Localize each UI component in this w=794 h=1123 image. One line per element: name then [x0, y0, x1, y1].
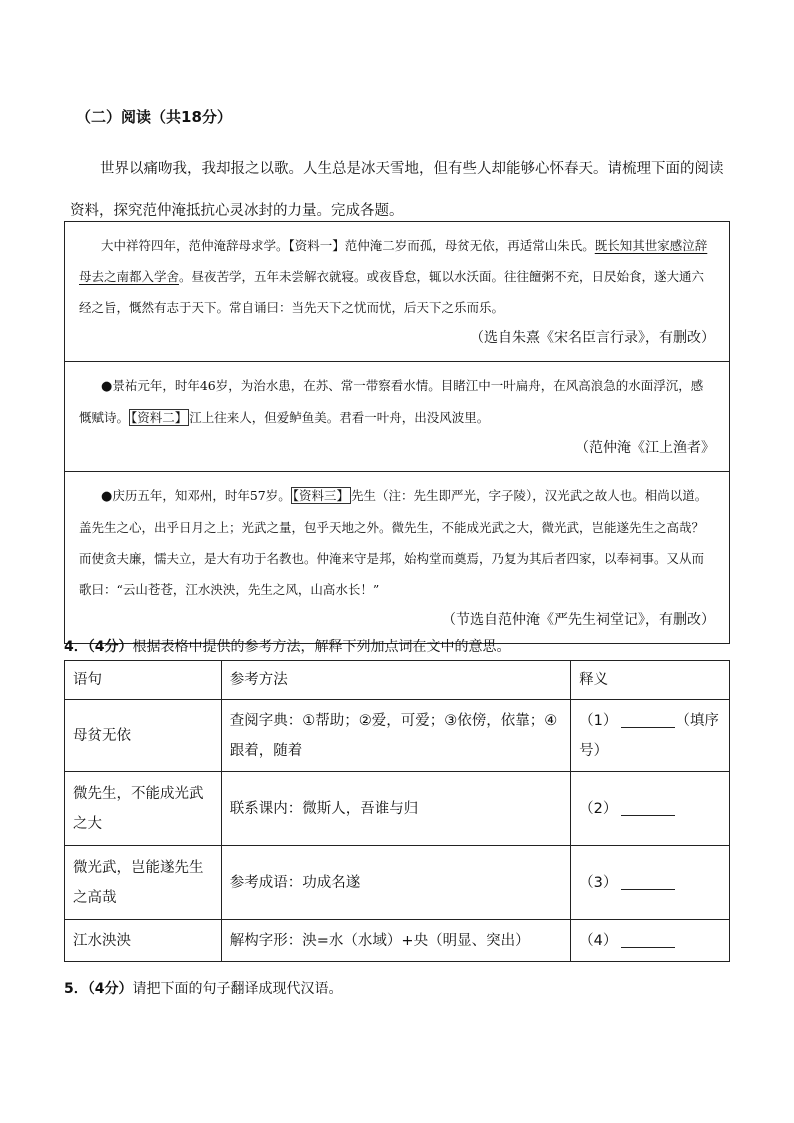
- material-2: [65, 361, 729, 471]
- row-method: 解构字形：泱=水（水域）+央（明显、突出）: [221, 920, 570, 962]
- table-row: [65, 700, 730, 772]
- materials-box: [64, 221, 730, 644]
- question-4: [64, 636, 511, 656]
- row-method: 参考成语：功成名遂: [221, 846, 570, 920]
- row-method: 查阅字典：①帮助；②爱，可爱；③依傍，依靠；④跟着，随着: [221, 700, 570, 772]
- question-4-score: （4分）: [87, 639, 133, 655]
- bullet-icon: ●: [101, 489, 113, 504]
- row-method: 联系课内：微斯人，吾谁与归: [221, 772, 570, 846]
- header-method: 参考方法: [221, 661, 570, 700]
- row-sentence: 微光武，岂能遂先生之高哉: [65, 846, 222, 920]
- material-1-text-b: 。昼夜苦学，五年未尝解衣就寝。或夜昏怠，辄以水沃面。往往饘粥不充，日昃始食，遂大通六经之旨，慨然有志于天下。常自诵曰：当先天下之忧而忧，后天下之乐而乐。: [79, 269, 705, 315]
- row-sentence: 微先生，不能成光武之大: [65, 772, 222, 846]
- material-1-underlined: 既长知其世家感泣辞母去之南都入学舍: [79, 238, 708, 284]
- material-3: [65, 471, 729, 643]
- row-answer: [571, 920, 730, 962]
- section-title: （二）阅读（共18分）: [76, 108, 232, 126]
- answer-blank[interactable]: [621, 714, 675, 728]
- row-answer: [571, 772, 730, 846]
- header-sentence: 语句: [65, 661, 222, 700]
- answer-table: [64, 660, 730, 962]
- row-answer: [571, 846, 730, 920]
- question-5-text: 请把下面的句子翻译成现代汉语。: [132, 981, 343, 997]
- material-1-source: （选自朱熹《宋名臣言行录》，有删改）: [470, 330, 715, 346]
- row-sentence: 母贫无依: [65, 700, 222, 772]
- answer-blank[interactable]: [621, 802, 675, 816]
- material-3-text-b: 先生（注：先生即严光，字子陵），汉光武之故人也。相尚以道。盖先生之心，出乎日月之上；光武之量，包乎天地之外。微先生，不能成光武之大，微光武，岂能遂先生之高哉？而使贪夫廉，懦夫立，是大有功于名教也。仲淹来守是邦，始构堂而奠焉，乃复为其后者四家，以奉祠事。又从而歌曰：“云山苍苍，江水泱泱，先生之风，山高水长！”: [79, 488, 708, 597]
- material-1: [65, 222, 729, 361]
- answer-suffix: （填序号）: [579, 712, 719, 759]
- material-2-text: [79, 370, 715, 433]
- material-3-label: 【资料三】: [292, 488, 350, 503]
- answer-label: （3）: [579, 874, 618, 891]
- question-4-number: 4．: [64, 639, 88, 655]
- table-row: [65, 772, 730, 846]
- question-4-text: 根据表格中提供的参考方法，解释下列加点词在文中的意思。: [132, 639, 511, 655]
- question-5: [64, 978, 343, 998]
- material-2-source: （范仲淹《江上渔者》: [575, 440, 715, 456]
- answer-label: （4）: [579, 932, 618, 949]
- material-1-text-a: 大中祥符四年，范仲淹辞母求学。【资料一】范仲淹二岁而孤，母贫无依，再适常山朱氏。: [101, 238, 595, 253]
- answer-label: （2）: [579, 800, 618, 817]
- question-5-score: （4分）: [87, 981, 133, 997]
- bullet-icon: ●: [101, 379, 113, 394]
- material-3-source: （节选自范仲淹《严先生祠堂记》，有删改）: [442, 612, 715, 628]
- answer-blank[interactable]: [621, 876, 675, 890]
- table-row: [65, 846, 730, 920]
- material-1-text: [79, 230, 715, 323]
- material-3-text-a: 庆历五年，知邓州，时年57岁。: [112, 488, 291, 503]
- header-meaning: 释义: [571, 661, 730, 700]
- material-2-label: 【资料二】: [131, 410, 188, 425]
- intro-paragraph: 世界以痛吻我，我却报之以歌。人生总是冰天雪地，但有些人却能够心怀春天。请梳理下面的阅读资料，探究范仲淹抵抗心灵冰封的力量。完成各题。: [70, 161, 724, 219]
- answer-label: （1）: [579, 712, 618, 729]
- table-row: [65, 920, 730, 962]
- row-answer: [571, 700, 730, 772]
- row-sentence: 江水泱泱: [65, 920, 222, 962]
- material-2-text-b: 江上往来人，但爱鲈鱼美。君看一叶舟，出没风波里。: [189, 410, 490, 425]
- material-2-text-a: 景祐元年，时年46岁，为治水患，在苏、常一带察看水情。目睹江中一叶扁舟，在风高浪急的水面浮沉，感慨赋诗。: [79, 378, 704, 425]
- material-3-text: [79, 480, 715, 605]
- question-5-number: 5．: [64, 981, 88, 997]
- answer-blank[interactable]: [621, 934, 675, 948]
- table-header-row: [65, 661, 730, 700]
